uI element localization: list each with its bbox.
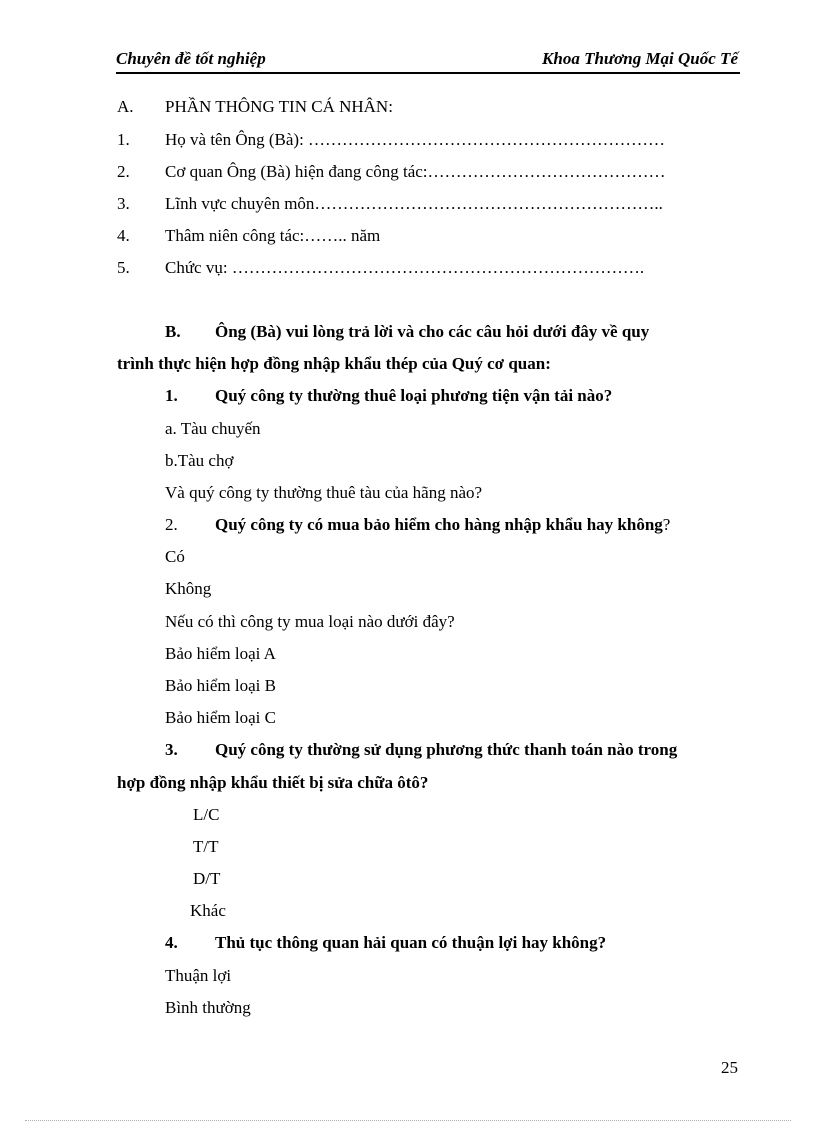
section-b-intro-line2: trình thực hiện hợp đồng nhập khẩu thép của Quý cơ quan:	[117, 354, 551, 373]
item-4-text: Thâm niên công tác:…….. năm	[165, 226, 381, 245]
section-a-number: A.	[117, 97, 134, 116]
section-b-intro-line1: Ông (Bà) vui lòng trả lời và cho các câu hỏi dưới đây về quy	[215, 322, 650, 341]
q1-option-b: b.Tàu chợ	[165, 451, 234, 470]
q2-question	[215, 514, 670, 536]
page-header	[116, 48, 740, 74]
item-1-number: 1.	[117, 130, 130, 149]
q4-text: Thủ tục thông quan hải quan có thuận lợi hay không?	[215, 933, 607, 952]
q2-insurance-b: Bảo hiểm loại B	[165, 676, 276, 695]
q2-question-mark: ?	[662, 515, 671, 534]
q3-text-line2: hợp đồng nhập khẩu thiết bị sửa chữa ôtô?	[117, 773, 429, 792]
q4-option-favorable: Thuận lợi	[165, 966, 232, 985]
q3-option-tt: T/T	[193, 837, 219, 856]
item-2-text: Cơ quan Ông (Bà) hiện đang công tác:……………………………………	[165, 162, 666, 181]
footer-divider	[25, 1120, 791, 1121]
header-left-title: Chuyên đề tốt nghiệp	[116, 49, 266, 68]
header-right-title: Khoa Thương Mại Quốc Tế	[542, 49, 738, 68]
q3-number: 3.	[165, 740, 178, 759]
q3-option-dt: D/T	[193, 869, 221, 888]
q2-insurance-a: Bảo hiểm loại A	[165, 644, 276, 663]
q3-option-lc: L/C	[193, 805, 220, 824]
item-2-number: 2.	[117, 162, 130, 181]
item-3-number: 3.	[117, 194, 130, 213]
q2-option-yes: Có	[165, 547, 185, 566]
item-3-text: Lĩnh vực chuyên môn……………………………………………………..	[165, 194, 663, 213]
q4-number: 4.	[165, 933, 178, 952]
q2-number: 2.	[165, 515, 178, 534]
q3-option-other: Khác	[190, 901, 226, 920]
q1-number: 1.	[165, 386, 178, 405]
q1-follow-up: Và quý công ty thường thuê tàu của hãng nào?	[165, 483, 483, 502]
item-5-text: Chức vụ: ……………………………………………………………….	[165, 258, 645, 277]
item-1-text: Họ và tên Ông (Bà): ………………………………………………………	[165, 130, 666, 149]
q2-option-no: Không	[165, 579, 212, 598]
q2-follow-up: Nếu có thì công ty mua loại nào dưới đây?	[165, 612, 455, 631]
page-number: 25	[721, 1058, 738, 1077]
item-4-number: 4.	[117, 226, 130, 245]
q1-option-a: a. Tàu chuyến	[165, 419, 261, 438]
q2-text: Quý công ty có mua bảo hiểm cho hàng nhập khẩu hay không	[215, 515, 663, 534]
q3-text-line1: Quý công ty thường sử dụng phương thức thanh toán nào trong	[215, 740, 678, 759]
section-a-title: PHẦN THÔNG TIN CÁ NHÂN:	[165, 97, 393, 116]
q2-insurance-c: Bảo hiểm loại C	[165, 708, 276, 727]
q4-option-normal: Bình thường	[165, 998, 251, 1017]
section-b-number: B.	[165, 322, 181, 341]
item-5-number: 5.	[117, 258, 130, 277]
q1-text: Quý công ty thường thuê loại phương tiện vận tải nào?	[215, 386, 613, 405]
